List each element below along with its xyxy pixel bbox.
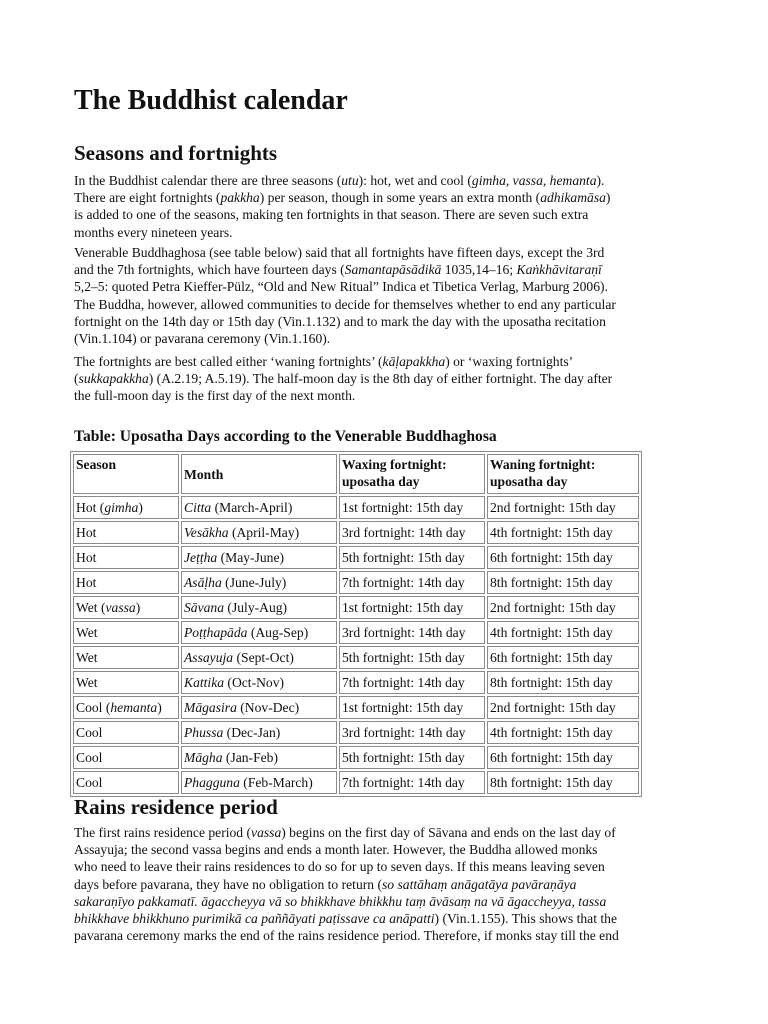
italic-term: sakaraṇīyo pakkamatī. āgaccheyya vā so bhikkhave bhikkhu taṃ āvāsaṃ na vā āgaccheyya, tassa xyxy=(74,893,607,909)
cell-month: Vesākha (April-May) xyxy=(181,521,337,544)
table-row xyxy=(73,571,639,594)
header-waxing-line1: Waxing fortnight: xyxy=(342,457,447,472)
table-row xyxy=(73,596,639,619)
cell-waning: 4th fortnight: 15th day xyxy=(487,721,639,744)
section-heading-rains: Rains residence period xyxy=(74,795,278,819)
table-row xyxy=(73,521,639,544)
italic-term: Kaṅkhāvitaraṇī xyxy=(516,262,602,278)
table-row xyxy=(73,496,639,519)
cell-season: Hot xyxy=(73,546,179,569)
italic-term: Samantapāsādikā xyxy=(344,262,442,278)
paragraph-fortnight-names xyxy=(74,353,698,405)
text-line: The first rains residence period (vassa) begins on the first day of Sāvana and ends on the last day of xyxy=(74,825,616,840)
cell-month: Sāvana (July-Aug) xyxy=(181,596,337,619)
cell-waning: 2nd fortnight: 15th day xyxy=(487,696,639,719)
page-title: The Buddhist calendar xyxy=(74,85,348,116)
text-line: In the Buddhist calendar there are three seasons (utu): hot, wet and cool (gimha, vassa, hemanta). xyxy=(74,173,605,188)
cell-season: Cool xyxy=(73,746,179,769)
cell-month: Asāḷha (June-July) xyxy=(181,571,337,594)
text-line xyxy=(74,893,698,910)
italic-term: adhikamāsa xyxy=(540,190,606,206)
italic-term: vassa xyxy=(251,825,282,840)
cell-waning: 6th fortnight: 15th day xyxy=(487,646,639,669)
cell-waxing: 1st fortnight: 15th day xyxy=(339,696,485,719)
italic-term: pakkha xyxy=(220,190,260,206)
header-waning-line2: uposatha day xyxy=(490,474,568,489)
cell-month: Māgha (Jan-Feb) xyxy=(181,746,337,769)
table-header-row xyxy=(73,454,639,494)
cell-waxing: 5th fortnight: 15th day xyxy=(339,646,485,669)
cell-waning: 2nd fortnight: 15th day xyxy=(487,496,639,519)
cell-month: Citta (March-April) xyxy=(181,496,337,519)
month-pali: Citta xyxy=(184,500,212,515)
cell-month: Assayuja (Sept-Oct) xyxy=(181,646,337,669)
cell-waning: 6th fortnight: 15th day xyxy=(487,546,639,569)
table-caption: Table: Uposatha Days according to the Venerable Buddhaghosa xyxy=(74,428,497,445)
month-pali: Māgha xyxy=(184,750,223,765)
table-row xyxy=(73,546,639,569)
text-line: (sukkapakkha) (A.2.19; A.5.19). The half-moon day is the 8th day of either fortnight. The day after xyxy=(74,371,613,387)
cell-waxing: 1st fortnight: 15th day xyxy=(339,596,485,619)
cell-waxing: 3rd fortnight: 14th day xyxy=(339,721,485,744)
cell-season: Hot (gimha) xyxy=(73,496,179,519)
season-pali: vassa xyxy=(105,600,136,615)
text-line: 5,2–5: quoted Petra Kieffer-Pülz, “Old and New Ritual” Indica et Tibetica Verlag, Marburg 2006). xyxy=(74,279,608,295)
italic-term: sukkapakkha xyxy=(78,371,149,387)
paragraph-seasons xyxy=(74,172,698,241)
cell-waxing: 1st fortnight: 15th day xyxy=(339,496,485,519)
table-row xyxy=(73,746,639,769)
text-line: months every nineteen years. xyxy=(74,224,233,240)
table-row xyxy=(73,696,639,719)
cell-waning: 2nd fortnight: 15th day xyxy=(487,596,639,619)
cell-season: Hot xyxy=(73,571,179,594)
header-season: Season xyxy=(73,454,179,494)
paragraph-rains-residence xyxy=(74,824,698,944)
italic-term: bhikkhave bhikkhuno purimikā ca paññāyati paṭissave ca anāpatti xyxy=(74,911,435,927)
cell-waning: 4th fortnight: 15th day xyxy=(487,621,639,644)
header-waning-line1: Waning fortnight: xyxy=(490,457,596,472)
italic-term: so sattāhaṃ anāgatāya pavāraṇāya xyxy=(382,876,577,892)
header-month: Month xyxy=(181,454,337,494)
italic-term: gimha, vassa, hemanta xyxy=(471,173,597,188)
month-pali: Phagguna xyxy=(184,775,240,790)
cell-month: Jeṭṭha (May-June) xyxy=(181,546,337,569)
header-waning xyxy=(487,454,639,494)
month-pali: Kattika xyxy=(184,675,225,690)
uposatha-table xyxy=(70,451,642,797)
cell-waning: 6th fortnight: 15th day xyxy=(487,746,639,769)
italic-term: utu xyxy=(341,173,359,188)
header-waxing xyxy=(339,454,485,494)
text-line: Assayuja; the second vassa begins and ends a month later. However, the Buddha allowed monks xyxy=(74,842,598,858)
cell-waxing: 3rd fortnight: 14th day xyxy=(339,621,485,644)
table-body xyxy=(73,496,639,794)
cell-waxing: 3rd fortnight: 14th day xyxy=(339,521,485,544)
header-waxing-line2: uposatha day xyxy=(342,474,420,489)
cell-waxing: 5th fortnight: 15th day xyxy=(339,746,485,769)
text-line: Venerable Buddhaghosa (see table below) said that all fortnights have fifteen days, except the 3rd xyxy=(74,245,605,260)
month-pali: Vesākha xyxy=(184,525,229,540)
cell-month: Kattika (Oct-Nov) xyxy=(181,671,337,694)
month-pali: Jeṭṭha xyxy=(184,550,218,565)
cell-season: Cool xyxy=(73,721,179,744)
table-row xyxy=(73,671,639,694)
text-line: who need to leave their rains residences to do so for up to seven days. If this means leaving seven xyxy=(74,859,605,875)
text-line: pavarana ceremony marks the end of the rains residence period. Therefore, if monks stay till the end xyxy=(74,928,619,944)
cell-month: Phussa (Dec-Jan) xyxy=(181,721,337,744)
text-line: bhikkhave bhikkhuno purimikā ca paññāyati paṭissave ca anāpatti) (Vin.1.155). This shows that the xyxy=(74,911,617,927)
paragraph-buddhaghosa xyxy=(74,244,698,347)
cell-season: Wet xyxy=(73,621,179,644)
cell-season: Cool (hemanta) xyxy=(73,696,179,719)
text-line: days before pavarana, they have no obligation to return (so sattāhaṃ anāgatāya pavāraṇāya xyxy=(74,876,577,892)
cell-waxing: 7th fortnight: 14th day xyxy=(339,571,485,594)
text-line: and the 7th fortnights, which have fourteen days (Samantapāsādikā 1035,14–16; Kaṅkhāvitaraṇī xyxy=(74,262,602,278)
table-row xyxy=(73,771,639,794)
text-line: The Buddha, however, allowed communities to decide for themselves whether to end any particular xyxy=(74,296,616,312)
cell-month: Phagguna (Feb-March) xyxy=(181,771,337,794)
cell-waning: 8th fortnight: 15th day xyxy=(487,571,639,594)
month-pali: Assayuja xyxy=(184,650,234,665)
cell-season: Wet (vassa) xyxy=(73,596,179,619)
month-pali: Asāḷha xyxy=(184,575,222,590)
cell-season: Hot xyxy=(73,521,179,544)
table-row xyxy=(73,646,639,669)
italic-term: kāḷapakkha xyxy=(382,354,446,369)
cell-waning: 8th fortnight: 15th day xyxy=(487,771,639,794)
season-pali: hemanta xyxy=(110,700,158,715)
cell-season: Wet xyxy=(73,646,179,669)
cell-waning: 4th fortnight: 15th day xyxy=(487,521,639,544)
text-line: There are eight fortnights (pakkha) per season, though in some years an extra month (adhikamāsa) xyxy=(74,190,611,206)
text-line: (Vin.1.104) or pavarana ceremony (Vin.1.160). xyxy=(74,331,331,347)
cell-waxing: 7th fortnight: 14th day xyxy=(339,671,485,694)
text-line: fortnight on the 14th day or 15th day (Vin.1.132) and to mark the day with the uposatha recitation xyxy=(74,313,606,329)
text-line: The fortnights are best called either ‘waning fortnights’ (kāḷapakkha) or ‘waxing fortnights’ xyxy=(74,354,574,369)
cell-waxing: 7th fortnight: 14th day xyxy=(339,771,485,794)
table-row xyxy=(73,621,639,644)
month-pali: Māgasira xyxy=(184,700,237,715)
cell-season: Wet xyxy=(73,671,179,694)
table-row xyxy=(73,721,639,744)
cell-month: Poṭṭhapāda (Aug-Sep) xyxy=(181,621,337,644)
cell-season: Cool xyxy=(73,771,179,794)
section-heading-seasons: Seasons and fortnights xyxy=(74,141,278,165)
month-pali: Phussa xyxy=(184,725,224,740)
month-pali: Poṭṭhapāda xyxy=(184,625,248,640)
cell-month: Māgasira (Nov-Dec) xyxy=(181,696,337,719)
month-pali: Sāvana xyxy=(184,600,225,615)
cell-waxing: 5th fortnight: 15th day xyxy=(339,546,485,569)
cell-waning: 8th fortnight: 15th day xyxy=(487,671,639,694)
text-line: the full-moon day is the first day of the next month. xyxy=(74,388,356,404)
text-line: is added to one of the seasons, making ten fortnights in that season. There are seven such extra xyxy=(74,207,589,223)
season-pali: gimha xyxy=(104,500,139,515)
